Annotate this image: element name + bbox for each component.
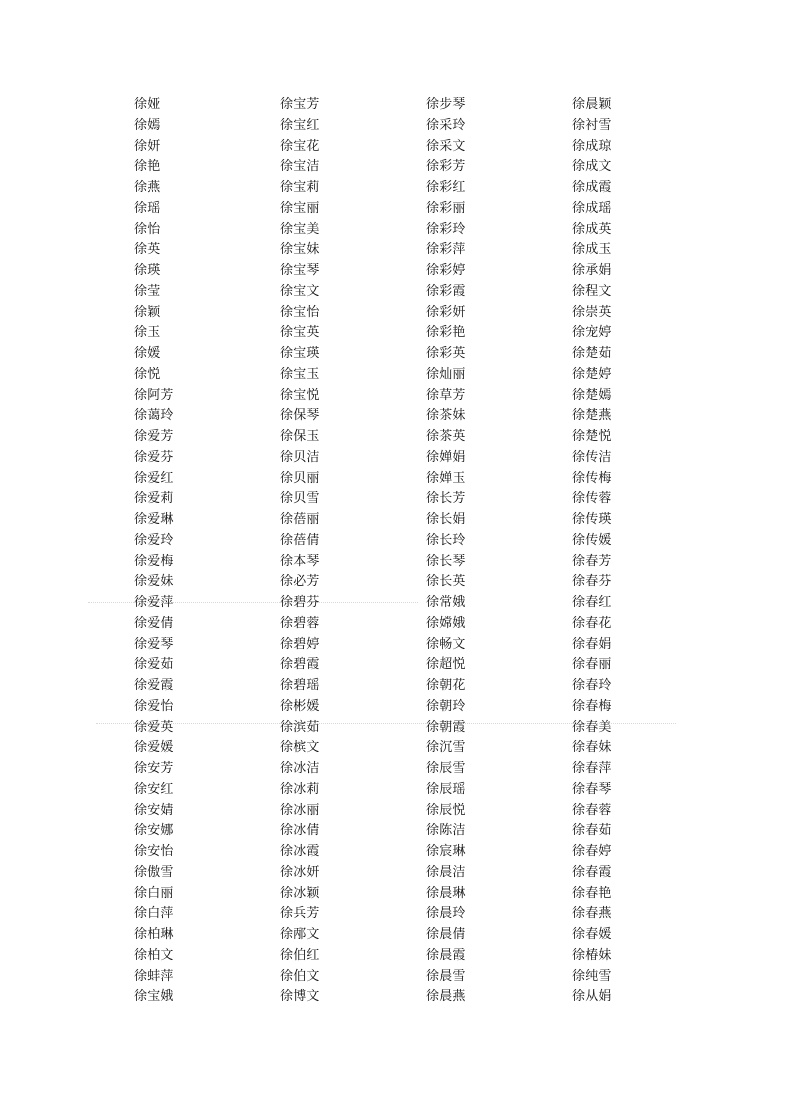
name-entry: 徐春妹 xyxy=(572,740,612,756)
name-entry: 徐灿丽 xyxy=(426,366,466,382)
name-entry: 徐碧霞 xyxy=(280,657,320,673)
name-entry: 徐春娟 xyxy=(572,636,612,652)
name-entry: 徐常娥 xyxy=(426,595,466,610)
name-entry: 徐滨茹 xyxy=(280,719,320,735)
name-entry: 徐宝莉 xyxy=(280,180,320,195)
name-entry: 徐兵芳 xyxy=(280,906,320,922)
name-entry: 徐春琴 xyxy=(572,781,612,797)
name-entry: 徐燕 xyxy=(134,180,161,195)
name-entry: 徐春美 xyxy=(572,719,612,735)
name-entry: 徐宝英 xyxy=(280,325,320,341)
name-entry: 徐彩芳 xyxy=(426,159,466,175)
name-entry: 徐春芬 xyxy=(572,574,612,590)
name-entry: 徐爱怡 xyxy=(134,698,174,714)
name-entry: 徐爱倩 xyxy=(134,615,174,631)
name-entry: 徐宝美 xyxy=(280,221,320,237)
name-entry: 徐彩艳 xyxy=(426,325,466,341)
name-entry: 徐碧蓉 xyxy=(280,615,320,631)
name-entry: 徐婵娟 xyxy=(426,449,466,465)
name-entry: 徐爱琳 xyxy=(134,512,174,527)
name-entry: 徐楚燕 xyxy=(572,408,612,424)
name-entry: 徐宝丽 xyxy=(280,200,320,216)
name-entry: 徐冰洁 xyxy=(280,761,320,776)
name-entry: 徐爱玲 xyxy=(134,532,174,548)
name-entry: 徐莹 xyxy=(134,283,161,299)
name-entry: 徐本琴 xyxy=(280,553,320,569)
name-entry: 徐楚悦 xyxy=(572,429,612,444)
name-entry: 徐爱妹 xyxy=(134,574,174,590)
name-entry: 徐春燕 xyxy=(572,906,612,922)
name-entry: 徐爱芬 xyxy=(134,449,174,465)
name-entry: 徐博文 xyxy=(280,989,320,1005)
name-entry: 徐春红 xyxy=(572,595,612,610)
name-entry: 徐楚茹 xyxy=(572,346,612,361)
name-entry: 徐爱红 xyxy=(134,470,174,486)
name-entry: 徐宝琴 xyxy=(280,263,320,278)
name-entry: 徐玉 xyxy=(134,325,161,341)
name-entry: 徐安红 xyxy=(134,781,174,797)
name-entry: 徐长玲 xyxy=(426,532,466,548)
name-entry: 徐春艳 xyxy=(572,885,612,901)
name-entry: 徐妍 xyxy=(134,138,161,154)
name-entry: 徐春婷 xyxy=(572,844,612,859)
name-entry: 徐安娜 xyxy=(134,823,174,839)
name-entry: 徐传梅 xyxy=(572,470,612,486)
name-entry: 徐采玲 xyxy=(426,117,466,133)
name-entry: 徐悦 xyxy=(134,366,161,382)
name-entry: 徐朝霞 xyxy=(426,719,466,735)
name-entry: 徐柏文 xyxy=(134,947,174,963)
name-entry: 徐宠婷 xyxy=(572,325,612,341)
name-entry: 徐嫣 xyxy=(134,117,161,133)
name-entry: 徐宝红 xyxy=(280,117,320,133)
name-entry: 徐春媛 xyxy=(572,927,612,942)
name-entry: 徐柏琳 xyxy=(134,927,174,942)
name-entry: 徐纯雪 xyxy=(572,968,612,984)
name-entry: 徐陈洁 xyxy=(426,823,466,839)
name-entry: 徐春丽 xyxy=(572,657,612,673)
name-entry: 徐婵玉 xyxy=(426,470,466,486)
name-entry: 徐媛 xyxy=(134,346,161,361)
name-entry: 徐蔼玲 xyxy=(134,408,174,424)
name-entry: 徐槟文 xyxy=(280,740,320,756)
name-entry: 徐辰瑶 xyxy=(426,781,466,797)
name-entry: 徐成文 xyxy=(572,159,612,175)
name-entry: 徐传瑛 xyxy=(572,512,612,527)
name-entry: 徐宝瑛 xyxy=(280,346,320,361)
name-entry: 徐超悦 xyxy=(426,657,466,673)
name-entry: 徐白萍 xyxy=(134,906,174,922)
name-entry: 徐碧瑶 xyxy=(280,678,320,693)
name-entry: 徐长英 xyxy=(426,574,466,590)
name-entry: 徐采文 xyxy=(426,138,466,154)
name-entry: 徐彩玲 xyxy=(426,221,466,237)
name-entry: 徐成霞 xyxy=(572,180,612,195)
name-entry: 徐宝怡 xyxy=(280,304,320,320)
name-entry: 徐冰妍 xyxy=(280,864,320,880)
name-entry: 徐春梅 xyxy=(572,698,612,714)
name-entry: 徐白丽 xyxy=(134,885,174,901)
name-entry: 徐晨玲 xyxy=(426,906,466,922)
name-entry: 徐瑛 xyxy=(134,263,161,278)
name-entry: 徐贝雪 xyxy=(280,491,320,507)
name-entry: 徐朝玲 xyxy=(426,698,466,714)
name-entry: 徐宝玉 xyxy=(280,366,320,382)
name-entry: 徐从娟 xyxy=(572,989,612,1005)
name-entry: 徐宝悦 xyxy=(280,387,320,403)
name-entry: 徐傲雪 xyxy=(134,864,174,880)
name-entry: 徐成玉 xyxy=(572,242,612,258)
name-entry: 徐晨倩 xyxy=(426,927,466,942)
name-entry: 徐崇英 xyxy=(572,304,612,320)
name-entry: 徐宝花 xyxy=(280,138,320,154)
name-entry: 徐春蓉 xyxy=(572,802,612,818)
name-entry: 徐沉雪 xyxy=(426,740,466,756)
name-entry: 徐传媛 xyxy=(572,532,612,548)
name-entry: 徐茶英 xyxy=(426,429,466,444)
name-entry: 徐邴文 xyxy=(280,927,320,942)
name-entry: 徐爱梅 xyxy=(134,553,174,569)
name-entry: 徐怡 xyxy=(134,221,161,237)
name-entry: 徐爱萍 xyxy=(134,595,174,610)
name-entry: 徐安婧 xyxy=(134,802,174,818)
name-entry: 徐春茹 xyxy=(572,823,612,839)
name-entry: 徐彩萍 xyxy=(426,242,466,258)
name-entry: 徐宝文 xyxy=(280,283,320,299)
name-list-grid xyxy=(134,95,718,1008)
name-entry: 徐宝洁 xyxy=(280,159,320,175)
name-entry: 徐彩红 xyxy=(426,180,466,195)
name-entry: 徐娅 xyxy=(134,97,161,112)
name-entry: 徐长芳 xyxy=(426,491,466,507)
name-entry: 徐彩婷 xyxy=(426,263,466,278)
name-entry: 徐安怡 xyxy=(134,844,174,859)
name-entry: 徐春玲 xyxy=(572,678,612,693)
name-entry: 徐瑶 xyxy=(134,200,161,216)
name-entry: 徐晨琳 xyxy=(426,885,466,901)
name-entry: 徐茶妹 xyxy=(426,408,466,424)
name-entry: 徐颖 xyxy=(134,304,161,320)
name-entry: 徐彬媛 xyxy=(280,698,320,714)
name-entry: 徐阿芳 xyxy=(134,387,174,403)
name-entry: 徐爱英 xyxy=(134,719,174,735)
name-entry: 徐宸琳 xyxy=(426,844,466,859)
name-entry: 徐椿妹 xyxy=(572,947,612,963)
name-entry: 徐贝洁 xyxy=(280,449,320,465)
name-entry: 徐艳 xyxy=(134,159,161,175)
name-entry: 徐伯红 xyxy=(280,947,320,963)
name-entry: 徐冰颖 xyxy=(280,885,320,901)
name-entry: 徐蚌萍 xyxy=(134,968,174,984)
name-entry: 徐彩丽 xyxy=(426,200,466,216)
name-entry: 徐爱茹 xyxy=(134,657,174,673)
name-entry: 徐碧婷 xyxy=(280,636,320,652)
name-entry: 徐冰莉 xyxy=(280,781,320,797)
name-entry: 徐楚嫣 xyxy=(572,387,612,403)
name-entry: 徐蓓倩 xyxy=(280,532,320,548)
name-entry: 徐承娟 xyxy=(572,263,612,278)
name-entry: 徐草芳 xyxy=(426,387,466,403)
name-entry: 徐衬雪 xyxy=(572,117,612,133)
name-entry: 徐辰悦 xyxy=(426,802,466,818)
name-entry: 徐晨燕 xyxy=(426,989,466,1005)
name-entry: 徐伯文 xyxy=(280,968,320,984)
name-entry: 徐冰丽 xyxy=(280,802,320,818)
name-entry: 徐保琴 xyxy=(280,408,320,424)
name-entry: 徐英 xyxy=(134,242,161,258)
name-entry: 徐春花 xyxy=(572,615,612,631)
name-entry: 徐爱霞 xyxy=(134,678,174,693)
name-entry: 徐春芳 xyxy=(572,553,612,569)
name-entry: 徐安芳 xyxy=(134,761,174,776)
name-entry: 徐长娟 xyxy=(426,512,466,527)
name-entry: 徐晨颖 xyxy=(572,97,612,112)
name-entry: 徐步琴 xyxy=(426,97,466,112)
name-entry: 徐宝妹 xyxy=(280,242,320,258)
name-entry: 徐贝丽 xyxy=(280,470,320,486)
name-entry: 徐宝芳 xyxy=(280,97,320,112)
name-entry: 徐长琴 xyxy=(426,553,466,569)
name-entry: 徐楚婷 xyxy=(572,366,612,382)
name-entry: 徐程文 xyxy=(572,283,612,299)
name-entry: 徐晨雪 xyxy=(426,968,466,984)
name-entry: 徐宝娥 xyxy=(134,989,174,1005)
name-entry: 徐传蓉 xyxy=(572,491,612,507)
name-entry: 徐爱媛 xyxy=(134,740,174,756)
name-entry: 徐彩英 xyxy=(426,346,466,361)
name-entry: 徐晨霞 xyxy=(426,947,466,963)
name-entry: 徐冰霞 xyxy=(280,844,320,859)
name-entry: 徐畅文 xyxy=(426,636,466,652)
name-entry: 徐必芳 xyxy=(280,574,320,590)
name-entry: 徐冰倩 xyxy=(280,823,320,839)
name-entry: 徐春霞 xyxy=(572,864,612,880)
name-entry: 徐爱芳 xyxy=(134,429,174,444)
name-entry: 徐保玉 xyxy=(280,429,320,444)
name-entry: 徐嫦娥 xyxy=(426,615,466,631)
name-entry: 徐春萍 xyxy=(572,761,612,776)
name-entry: 徐蓓丽 xyxy=(280,512,320,527)
name-entry: 徐彩霞 xyxy=(426,283,466,299)
name-entry: 徐传洁 xyxy=(572,449,612,465)
name-entry: 徐辰雪 xyxy=(426,761,466,776)
name-entry: 徐晨洁 xyxy=(426,864,466,880)
name-entry: 徐成英 xyxy=(572,221,612,237)
name-entry: 徐爱琴 xyxy=(134,636,174,652)
name-entry: 徐成琼 xyxy=(572,138,612,154)
name-entry: 徐彩妍 xyxy=(426,304,466,320)
name-entry: 徐爱莉 xyxy=(134,491,174,507)
name-entry: 徐碧芬 xyxy=(280,595,320,610)
name-entry: 徐朝花 xyxy=(426,678,466,693)
name-entry: 徐成瑶 xyxy=(572,200,612,216)
